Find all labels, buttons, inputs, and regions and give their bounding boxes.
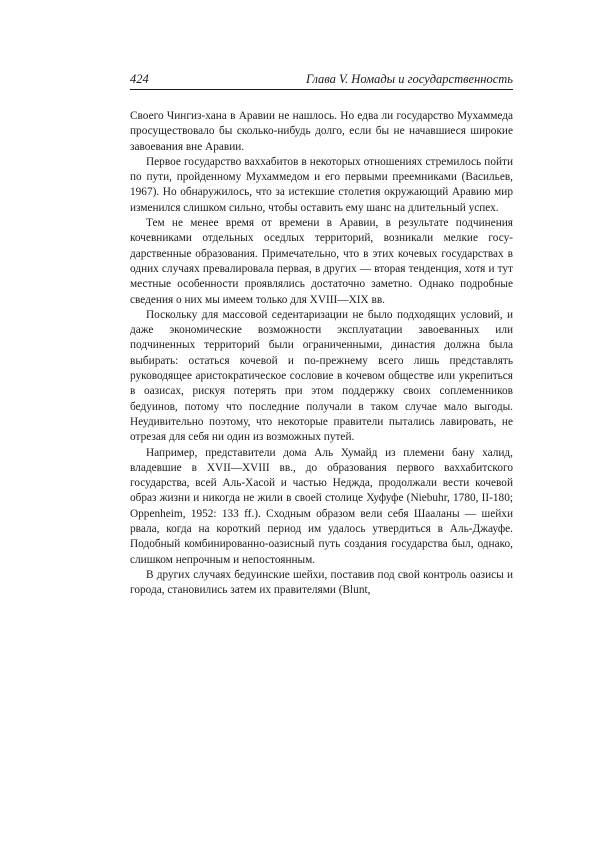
paragraph-1: Своего Чингиз-хана в Аравии не нашлось. Но едва ли государство Мухаммеда просуществовало бы сколько-нибудь долго, если бы не начавшиеся широкие завоевания вне Аравии. bbox=[130, 110, 513, 153]
paragraph-2: Первое государство ваххабитов в некоторых отношениях стремилось пойти по пути, пройденному Мухаммедом и его первыми преемниками (Васильев, 1967). Но обнаружилось, что за истекшие столетия окружающий Аравию мир изменился слишком сильно, чтобы оставить ему шанс на длительный успех. bbox=[130, 155, 513, 214]
page-number: 424 bbox=[130, 72, 149, 86]
chapter-title: Глава V. Номады и государственность bbox=[306, 72, 513, 86]
header-rule bbox=[130, 89, 513, 90]
paragraph-6: В других случаях бедуинские шейхи, поставив под свой контроль оазисы и города, становились затем их правителями (Blunt, bbox=[130, 568, 513, 597]
paragraph-3: Тем не менее время от времени в Аравии, в результате подчинения кочевниками отдельных оседлых территорий, возникали мелкие государственные образования. Примечательно, что в этих кочевых государствах в одних случаях превалировала первая, в других — вторая тенденция, хотя и тут местные особенности проявлялись достаточно заметно. Однако подробные сведения о них мы имеем только для XVIII—XIX вв. bbox=[130, 217, 513, 306]
paragraph-5: Например, представители дома Аль Хумайд из племени бану халид, владевшие в XVII—XVIII вв., до образования первого ваххабитского государства, всей Аль-Хасой и частью Неджда, продолжали вести кочевой образ жизни и никогда не жили в своей столице Хуфуфе (Niebuhr, 1780, II-180; Oppenheim, 1952: 133 ff.). Сходным образом вели себя Шааланы — шейхи рвала, когда на короткий период им удалось утвердиться в Аль-Джауфе. Подобный комбинированно-оазисный путь создания государства был, однако, слишком непрочным и непостоянным. bbox=[130, 446, 513, 566]
body-text bbox=[130, 109, 513, 599]
book-page bbox=[130, 72, 513, 599]
paragraph-4: Поскольку для массовой седентаризации не было подходящих условий, и даже экономические возможности эксплуатации завоеванных или подчиненных территорий были ограниченными, династия должна была выбирать: остаться кочевой и по-прежнему всего лишь представлять руководящее аристократическое сословие в кочевом обществе или укрепиться в оазисах, рискуя потерять при этом поддержку своих соплеменников бедуинов, потому что последние получали в таком случае мало выгоды. Неудивительно поэтому, что некоторые правители пытались лавировать, не отрезая для себя ни один из возможных путей. bbox=[130, 308, 513, 444]
running-head bbox=[130, 72, 513, 86]
